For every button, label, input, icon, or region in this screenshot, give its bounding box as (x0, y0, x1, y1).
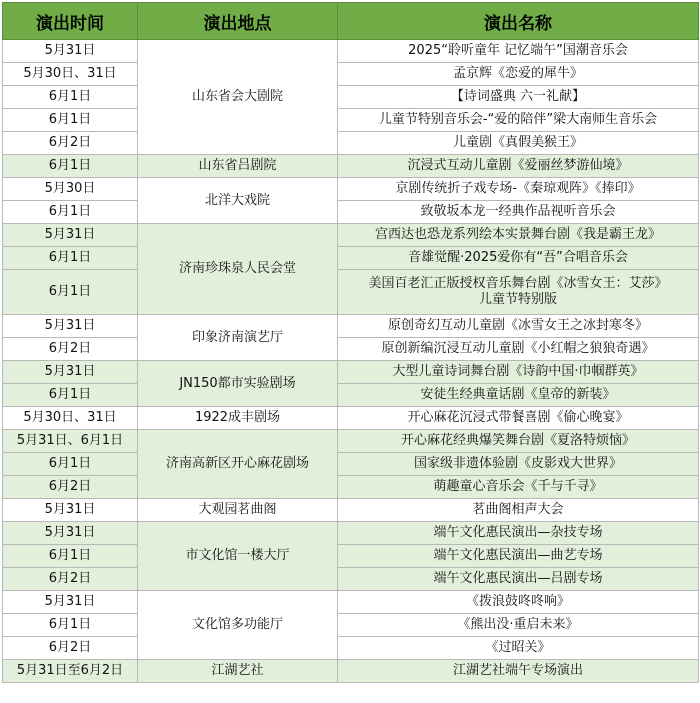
show-name-cell: 开心麻花沉浸式带餐喜剧《偷心晚宴》 (338, 407, 699, 430)
table-row (3, 361, 699, 384)
date-cell: 6月2日 (3, 338, 138, 361)
show-name-cell: 《过昭关》 (338, 637, 699, 660)
date-cell: 5月31日 (3, 591, 138, 614)
table-row (3, 453, 699, 476)
date-cell: 6月1日 (3, 109, 138, 132)
table-row (3, 40, 699, 63)
date-cell: 5月31日 (3, 315, 138, 338)
show-name-cell: 2025“聆听童年 记忆端午”国潮音乐会 (338, 40, 699, 63)
date-cell: 5月30日、31日 (3, 63, 138, 86)
venue-cell: 济南高新区开心麻花剧场 (138, 430, 338, 499)
date-cell: 5月31日 (3, 361, 138, 384)
date-cell: 6月1日 (3, 453, 138, 476)
header-name: 演出名称 (338, 3, 699, 40)
show-name-cell: 沉浸式互动儿童剧《爱丽丝梦游仙境》 (338, 155, 699, 178)
venue-cell: 文化馆多功能厅 (138, 591, 338, 660)
date-cell: 5月31日 (3, 522, 138, 545)
header-venue: 演出地点 (138, 3, 338, 40)
date-cell: 6月1日 (3, 155, 138, 178)
show-name-cell: 茗曲阁相声大会 (338, 499, 699, 522)
show-name-cell: 江湖艺社端午专场演出 (338, 660, 699, 683)
table-row (3, 591, 699, 614)
show-name-cell: 致敬坂本龙一经典作品视听音乐会 (338, 201, 699, 224)
table-row (3, 568, 699, 591)
date-cell: 6月1日 (3, 614, 138, 637)
show-name-cell: 原创新编沉浸互动儿童剧《小红帽之狼狼奇遇》 (338, 338, 699, 361)
table-row (3, 86, 699, 109)
date-cell: 6月1日 (3, 545, 138, 568)
date-cell: 6月2日 (3, 637, 138, 660)
show-name-cell: 儿童节特别音乐会-“爱的陪伴”梁大南师生音乐会 (338, 109, 699, 132)
table-row (3, 430, 699, 453)
show-name-line: 儿童节特别版 (478, 292, 557, 307)
table-row (3, 63, 699, 86)
date-cell: 6月1日 (3, 384, 138, 407)
show-name-cell: 宫西达也恐龙系列绘本实景舞台剧《我是霸王龙》 (338, 224, 699, 247)
date-cell: 6月1日 (3, 201, 138, 224)
table-row (3, 545, 699, 568)
date-cell: 6月2日 (3, 132, 138, 155)
date-cell: 6月1日 (3, 270, 138, 315)
show-name-cell: 端午文化惠民演出—杂技专场 (338, 522, 699, 545)
venue-cell: 印象济南演艺厅 (138, 315, 338, 361)
header-row (3, 3, 699, 40)
show-name-cell: 安徒生经典童话剧《皇帝的新装》 (338, 384, 699, 407)
date-cell: 5月30日、31日 (3, 407, 138, 430)
date-cell: 5月31日 (3, 40, 138, 63)
table-row (3, 476, 699, 499)
table-row (3, 499, 699, 522)
venue-cell: 1922成丰剧场 (138, 407, 338, 430)
show-name-cell: 原创奇幻互动儿童剧《冰雪女王之冰封寒冬》 (338, 315, 699, 338)
table-row (3, 338, 699, 361)
table-row (3, 407, 699, 430)
table-row (3, 109, 699, 132)
venue-cell: 北洋大戏院 (138, 178, 338, 224)
venue-cell: 大观园茗曲阁 (138, 499, 338, 522)
venue-cell: 山东省吕剧院 (138, 155, 338, 178)
date-cell: 6月2日 (3, 476, 138, 499)
show-name-cell: 京剧传统折子戏专场-《秦琼观阵》《捧印》 (338, 178, 699, 201)
table-row (3, 384, 699, 407)
header-date: 演出时间 (3, 3, 138, 40)
table-row (3, 637, 699, 660)
show-name-line: 美国百老汇正版授权音乐舞台剧《冰雪女王：艾莎》 (368, 276, 668, 291)
date-cell: 6月2日 (3, 568, 138, 591)
date-cell: 5月31日至6月2日 (3, 660, 138, 683)
venue-cell: 山东省会大剧院 (138, 40, 338, 155)
table-row (3, 522, 699, 545)
table-row (3, 660, 699, 683)
table-row (3, 247, 699, 270)
venue-cell: 济南珍珠泉人民会堂 (138, 224, 338, 315)
show-name-cell: 端午文化惠民演出—曲艺专场 (338, 545, 699, 568)
venue-cell: 市文化馆一楼大厅 (138, 522, 338, 591)
show-name-cell: 国家级非遗体验剧《皮影戏大世界》 (338, 453, 699, 476)
show-name-cell: 《熊出没·重启未来》 (338, 614, 699, 637)
date-cell: 5月31日 (3, 224, 138, 247)
table-row (3, 178, 699, 201)
table-row (3, 224, 699, 247)
performance-schedule-table (2, 2, 699, 683)
show-name-cell: 音雄觉醒·2025爱你有“吾”合唱音乐会 (338, 247, 699, 270)
table-row (3, 315, 699, 338)
table-row (3, 614, 699, 637)
show-name-cell (338, 270, 699, 315)
show-name-cell: 萌趣童心音乐会《千与千寻》 (338, 476, 699, 499)
date-cell: 5月31日 (3, 499, 138, 522)
table-row (3, 270, 699, 315)
table-row (3, 155, 699, 178)
date-cell: 6月1日 (3, 247, 138, 270)
date-cell: 6月1日 (3, 86, 138, 109)
venue-cell: JN150都市实验剧场 (138, 361, 338, 407)
show-name-cell: 开心麻花经典爆笑舞台剧《夏洛特烦恼》 (338, 430, 699, 453)
date-cell: 5月31日、6月1日 (3, 430, 138, 453)
show-name-cell: 儿童剧《真假美猴王》 (338, 132, 699, 155)
show-name-cell: 《拨浪鼓咚咚响》 (338, 591, 699, 614)
show-name-cell: 孟京辉《恋爱的犀牛》 (338, 63, 699, 86)
show-name-cell: 大型儿童诗词舞台剧《诗韵中国·巾帼群英》 (338, 361, 699, 384)
venue-cell: 江湖艺社 (138, 660, 338, 683)
table-row (3, 201, 699, 224)
show-name-cell: 【诗词盛典 六一礼献】 (338, 86, 699, 109)
table-row (3, 132, 699, 155)
date-cell: 5月30日 (3, 178, 138, 201)
show-name-cell: 端午文化惠民演出—吕剧专场 (338, 568, 699, 591)
